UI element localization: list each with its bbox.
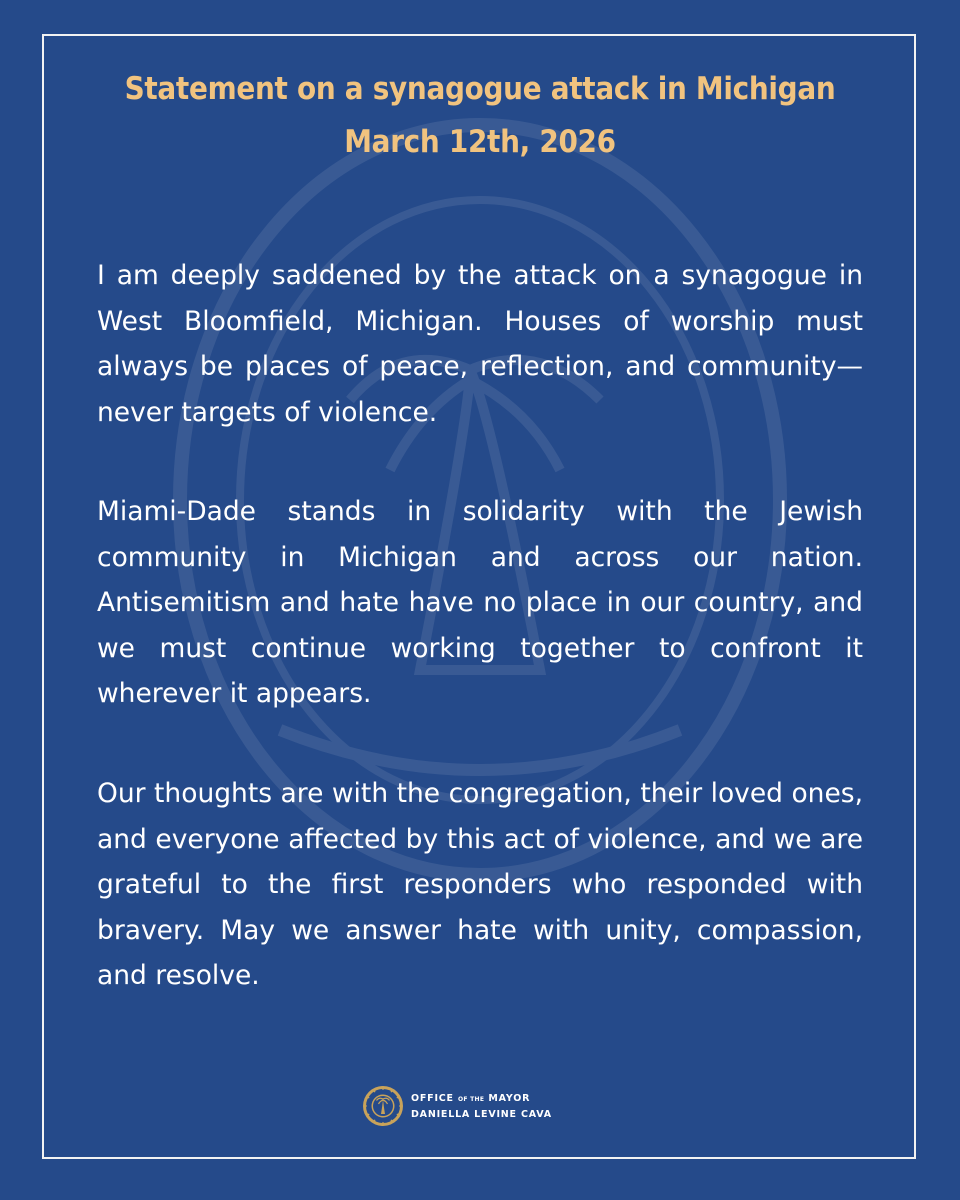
paragraph-2: Miami-Dade stands in solidarity with the Jewish community in Michigan and across our nation. Antisemitism and hate have no place in our country, and we must continue working together to confront it wherever it appears. bbox=[97, 496, 863, 709]
mayor-signature-block bbox=[362, 1081, 552, 1131]
county-seal-icon bbox=[362, 1085, 404, 1127]
statement-date: March 12th, 2026 bbox=[344, 124, 616, 160]
statement-title: Statement on a synagogue attack in Michigan bbox=[124, 71, 836, 107]
paragraph-1: I am deeply saddened by the attack on a synagogue in West Bloomfield, Michigan. Houses of worship must always be places of peace, reflection, and community—never targets of violence. bbox=[97, 260, 863, 428]
mayor-office-label bbox=[411, 1091, 552, 1122]
mayor-name: DANIELLA LEVINE CAVA bbox=[411, 1108, 552, 1120]
office-of-the-mayor: OFFICE OF THE MAYOR bbox=[411, 1092, 531, 1104]
paragraph-3: Our thoughts are with the congregation, their loved ones, and everyone affected by this act of violence, and we are grateful to the first responders who responded with bravery. May we answer hate with unity, compassion, and resolve. bbox=[97, 778, 863, 991]
